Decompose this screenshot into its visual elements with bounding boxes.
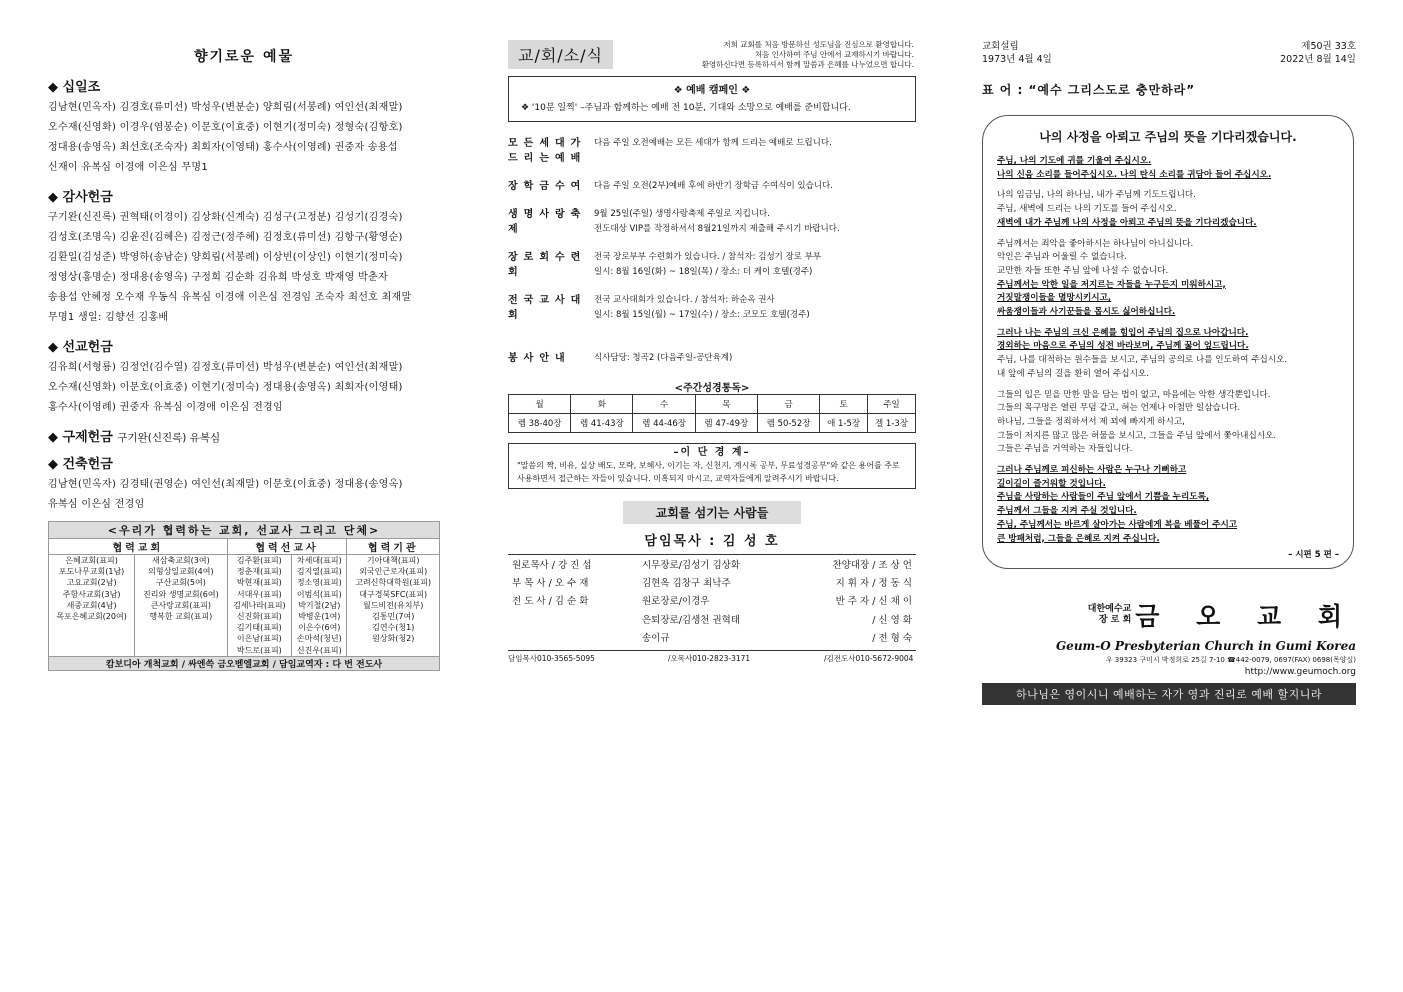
coop-entry: 정소영(표피)	[296, 578, 342, 588]
staff-cell: 부 목 사 / 오 수 재	[512, 578, 589, 590]
reading-chapters: 렘 50-52장	[757, 414, 819, 433]
coop-entry: 박드로(표피)	[236, 645, 282, 655]
church-name: 금 오 교 회	[1135, 602, 1356, 631]
staff-row	[512, 575, 912, 593]
news-item-text	[594, 179, 916, 194]
staff-cell: / 전 형 숙	[872, 632, 912, 644]
news-item	[508, 207, 916, 237]
coop-entry: 신진우(표피)	[296, 645, 342, 655]
psalm-line: 그들의 목구멍은 열린 무덤 같고, 혀는 언제나 아첨만 일삼습니다.	[997, 403, 1241, 414]
news-item-text	[594, 351, 916, 366]
reading-day: 화	[571, 395, 633, 414]
coop-entry: 외국인근로자(표피)	[359, 567, 428, 577]
name-line: 정대용(송영옥) 최선호(조숙자) 최회자(이영태) 홍수사(이영례) 권중자 송용섭	[48, 142, 398, 153]
news-items	[508, 136, 916, 366]
news-item	[508, 293, 916, 323]
coop-missionaries-header: 협력선교사	[227, 539, 347, 555]
staff-row	[512, 612, 912, 630]
coop-entry: 신진화(표피)	[236, 612, 282, 622]
name-line: 오수재(신영화) 이문호(이효중) 이현기(정미숙) 정대용(송영옥) 최회자(이영태)	[48, 382, 403, 393]
header-row	[982, 40, 1356, 53]
reading-day: 토	[820, 395, 868, 414]
offering-heading	[48, 76, 440, 95]
coop-entry: 원상화(청2)	[372, 634, 415, 644]
offering-heading	[48, 426, 440, 445]
psalm-line: 악인은 주님과 어울릴 수 없습니다.	[997, 252, 1127, 263]
psalm-line: 그러나 나는 주님의 크신 은혜를 힘입어 주님의 집으로 나아갑니다.	[997, 327, 1249, 338]
church-url[interactable]: http://www.geumoch.org	[1244, 667, 1356, 677]
news-item-line: 다음 주일 오전(2부)예배 후에 하반기 장학금 수여식이 있습니다.	[594, 181, 833, 191]
offering-sections	[48, 76, 440, 515]
reading-day: 월	[509, 395, 571, 414]
coop-entry: 이범석(표피)	[296, 589, 342, 599]
name-line: 무명1 생일: 김향선 김홍배	[48, 312, 169, 323]
news-item-text	[594, 250, 916, 280]
news-item-heading: 장학금수여	[508, 181, 587, 192]
psalm-line: 새벽에 내가 주님께 나의 사정을 아뢰고 주님의 뜻을 기다리겠습니다.	[997, 217, 1257, 228]
welcome-note	[658, 40, 914, 70]
news-item	[508, 351, 916, 366]
welcome-line: 저희 교회를 처음 방문하신 성도님을 진심으로 환영합니다.	[723, 40, 914, 49]
staff-cell: / 신 영 화	[872, 614, 912, 626]
offering-heading	[48, 336, 440, 355]
coop-entry: 차세대(표피)	[296, 556, 342, 565]
name-line: 김유희(서형룡) 김정언(김수열) 김정호(류미선) 박성우(변분순) 여인선(최재말)	[48, 362, 403, 373]
warning-line: 사용하면서 접근하는 자들이 있습니다. 미혹되지 마시고, 교역자들에게 알려주시기 바랍니다.	[517, 474, 839, 483]
psalm-line: 하나님, 그들을 정죄하셔서 제 꾀에 빠지게 하시고,	[997, 416, 1185, 427]
news-item-line: 전도대상 VIP를 작정하셔서 8월21일까지 제출해 주시기 바랍니다.	[594, 224, 840, 234]
welcome-line: 환영하신다면 등록하셔서 함께 말씀과 은혜를 나누었으면 합니다.	[701, 60, 914, 69]
psalm-line: 주님, 나의 기도에 귀를 기울여 주십시오.	[997, 156, 1152, 166]
coop-entry: 포도나무교회(1남)	[58, 567, 125, 577]
offering-names	[48, 208, 440, 328]
reading-chapters: 겔 1-3장	[868, 414, 916, 433]
coop-missionary-list-b	[292, 555, 347, 657]
offerings-panel	[48, 40, 440, 671]
name-line: 김남현(민옥자) 김경태(권영순) 여인선(최재말) 이문호(이효중) 정대용(송영옥)	[48, 479, 403, 490]
staff-cell: 원로목사 / 강 진 섭	[512, 560, 592, 571]
coop-entry: 월드비전(유치부)	[363, 600, 424, 610]
staff-row	[512, 593, 912, 611]
news-item-line: 일시: 8월 15일(월) ~ 17일(수) / 장소: 코모도 호텔(경주)	[594, 310, 810, 320]
staff-cell	[512, 612, 642, 630]
staff-cell: 송이규	[642, 632, 670, 644]
reading-day: 수	[633, 395, 695, 414]
offering-names	[48, 98, 440, 178]
news-item-text	[594, 136, 916, 166]
psalm-gap	[997, 382, 1339, 389]
coop-missionary-list-a	[227, 555, 292, 657]
staff-cell: 전 도 사 / 김 순 화	[512, 596, 589, 608]
psalm-gap	[997, 182, 1339, 189]
offering-heading	[48, 453, 440, 472]
coop-entry: 손마석(청년)	[296, 634, 342, 644]
coop-entry: 행복한 교회(표피)	[149, 612, 213, 622]
news-item-heading: 전국교사대회	[508, 295, 587, 321]
news-item-heading: 생명사랑축제	[508, 209, 587, 235]
volume-issue: 제50권 33호	[1301, 41, 1356, 52]
psalm-gap	[997, 320, 1339, 327]
coop-entry: 박현재(표피)	[236, 578, 282, 588]
news-tab: 교/회/소/식	[508, 40, 613, 69]
psalm-line: 그들은 주님을 거역하는 자들입니다.	[997, 444, 1133, 455]
staff-row	[512, 557, 912, 575]
psalm-line: 주님, 나를 대적하는 원수들을 보시고, 주님의 공의로 나를 인도하여 주십시오.	[997, 355, 1288, 366]
reading-chapters: 렘 41-43장	[571, 414, 633, 433]
news-item-text	[594, 207, 916, 237]
reading-chapters: 렘 47-49장	[695, 414, 757, 433]
psalm-reference: – 시편 5 편 –	[1288, 550, 1339, 561]
staff-row	[512, 630, 912, 648]
coop-entry: 고요교회(2남)	[66, 578, 117, 588]
coop-church-list-a	[49, 555, 135, 657]
news-item-line: 일시: 8월 16일(화) ~ 18일(목) / 장소: 더 케이 호텔(경주)	[594, 267, 813, 277]
offering-heading-label: ◆ 감사헌금	[48, 190, 113, 205]
news-item-line: 전국 교사대회가 있습니다. / 참석자: 하순옥 권사	[594, 295, 775, 305]
news-item-line: 식사담당: 청곡2 (다음주일-공단육계)	[594, 353, 733, 363]
psalm-gap	[997, 457, 1339, 464]
staff-cell: 찬양대장 / 조 상 언	[832, 560, 912, 571]
offering-heading-label: ◆ 구제헌금	[48, 430, 113, 445]
psalm-title: 나의 사정을 아뢰고 주님의 뜻을 기다리겠습니다.	[1039, 130, 1297, 144]
psalm-line: 주님을 사랑하는 사람들이 주님 앞에서 기쁨을 누리도록,	[997, 492, 1210, 503]
coop-entry: 기아대책(표피)	[366, 556, 420, 565]
coop-entry: 새중교회(4남)	[66, 600, 117, 610]
name-line: 신재이 유복심 이경애 이은심 무명1	[48, 162, 209, 173]
psalm-line: 주님께서는 죄악을 좋아하시는 하나님이 아니십니다.	[997, 238, 1194, 249]
psalm-line: 길이길이 즐거워할 것입니다.	[997, 478, 1106, 489]
cover-panel	[982, 40, 1356, 705]
coop-entry: 김지열(표피)	[296, 567, 342, 577]
psalm-line: 그러나 주님께로 피신하는 사람은 누구나 기뻐하고	[997, 465, 1187, 476]
issue-date: 2022년 8월 14일	[1280, 54, 1356, 65]
name-line: 김남현(민옥자) 김경호(류미선) 박성우(변분순) 양희림(서봉례) 여인선(최재말)	[48, 102, 403, 113]
campaign-text: ❖ '10분 일찍' –주님과 함께하는 예배 전 10분, 기대와 소망으로 예배를 준비합니다.	[521, 103, 851, 113]
coop-entry: 이은수(6여)	[298, 623, 341, 633]
offerings-title: 향기로운 예물	[193, 49, 295, 65]
warning-title: –이 단 경 계–	[673, 447, 751, 458]
staff-cell: 반 주 자 / 신 채 이	[835, 596, 912, 608]
psalm-line: 나의 신음 소리를 들어주십시오. 나의 탄식 소리를 귀담아 들어 주십시오.	[997, 169, 1272, 180]
news-item-line: 9월 25일(주일) 생명사랑축제 주일로 지킵니다.	[594, 209, 770, 219]
coop-churches-header: 협력교회	[49, 539, 228, 555]
name-line: 김환일(김성준) 박영하(송남순) 양희림(서봉례) 이상빈(이상인) 이현기(정미숙)	[48, 252, 403, 263]
cooperation-table	[48, 521, 440, 671]
coop-entry: 구산교회(5여)	[155, 578, 206, 588]
psalm-box	[982, 115, 1354, 569]
coop-entry: 박기철(2남)	[298, 600, 341, 610]
coop-entry: 서대우(표피)	[236, 589, 282, 599]
warning-line: "말씀의 짝, 비유, 실상 배도, 모략, 보혜사, 이기는 자, 신천지, 계시록 공부, 무료성경공부"와 같은 용어를 주로	[517, 461, 900, 470]
psalm-line: 내 앞에 주님의 길을 환히 열어 주십시오.	[997, 368, 1149, 379]
coop-entry: 진리와 생명교회(6여)	[143, 589, 219, 599]
news-item-line: 전국 장로부부 수련회가 있습니다. / 참석자: 김성기 장로 부부	[594, 252, 822, 262]
coop-entry: 새삼축교회(3여)	[152, 556, 210, 565]
news-item-heading: 봉사안내	[508, 353, 571, 364]
coop-entry: 김기태(표피)	[236, 623, 282, 633]
staff-cell: 김현옥 김창구 최낙주	[642, 578, 731, 590]
psalm-line: 주님, 새벽에 드리는 나의 기도를 들어 주십시오.	[997, 204, 1177, 215]
coop-entry: 의형상일교회(4여)	[148, 567, 214, 577]
coop-entry: 김세나라(표피)	[233, 600, 286, 610]
reading-chapters: 렘 38-40장	[509, 414, 571, 433]
servants-title: 교회를 섬기는 사람들	[623, 501, 801, 524]
denomination-line: 대한예수교	[1087, 604, 1132, 614]
founded-label: 교회설립	[982, 41, 1019, 52]
coop-entry: 김통민(7여)	[372, 612, 415, 622]
english-name: Geum-O Presbyterian Church in Gumi Korea	[1055, 639, 1356, 653]
psalm-line: 경외하는 마음으로 주님의 성전 바라보며, 주님께 꿇어 엎드립니다.	[997, 341, 1249, 352]
denomination	[1088, 604, 1131, 626]
psalm-text	[997, 155, 1339, 546]
name-line: 오수재(신영화) 이경우(염봉순) 이문호(이효중) 이현기(정미숙) 정형숙(김항호)	[48, 122, 403, 133]
coop-entry: 김주환(표피)	[236, 556, 282, 565]
psalm-line: 주님께서는 악한 일을 저지르는 자들을 누구든지 미워하시고,	[997, 279, 1226, 290]
offering-names	[48, 358, 440, 418]
news-item	[508, 250, 916, 280]
church-logo	[982, 597, 1356, 633]
name-line: 홍수사(이영례) 권중자 유복심 이경애 이은심 전경임	[48, 402, 283, 413]
psalm-line: 싸움쟁이들과 사기꾼들을 몹시도 싫어하십니다.	[997, 307, 1176, 318]
coop-agency-list	[347, 555, 440, 657]
psalm-gap	[997, 231, 1339, 238]
coop-agencies-header: 협력기관	[347, 539, 440, 555]
psalm-line: 거짓말쟁이들을 멸망시키시고,	[997, 293, 1112, 304]
name-line: 구기완(신진록) 권혁태(이경이) 김상화(신계숙) 김성구(고정분) 김성기(김경숙)	[48, 212, 403, 223]
offering-heading-label: ◆ 건축헌금	[48, 457, 113, 472]
phone-senior: 담임목사010-3565-5095	[508, 654, 595, 664]
offering-names	[48, 475, 440, 515]
church-motto: 표 어 : “예수 그리스도로 충만하라”	[982, 83, 1196, 97]
coop-entry: 이은남(표피)	[236, 634, 282, 644]
coop-entry: 목포은혜교회(20여)	[56, 612, 127, 622]
psalm-line: 나의 임금님, 나의 하나님, 내가 주님께 기도드립니다.	[997, 190, 1196, 201]
psalm-line: 교만한 자들 또한 주님 앞에 나설 수 없습니다.	[997, 265, 1169, 276]
church-news-panel	[508, 40, 916, 664]
staff-cell: 은퇴장로/김생천 권혁태	[642, 614, 740, 626]
offering-heading-label: ◆ 십일조	[48, 80, 101, 95]
offering-heading-label: ◆ 선교헌금	[48, 340, 113, 355]
staff-cell	[512, 630, 642, 648]
staff-cell: 지 휘 자 / 정 동 식	[835, 578, 912, 590]
welcome-line: 처음 인사하여 주님 안에서 교제하시기 바랍니다.	[754, 50, 914, 59]
phone-associate: /오목사010-2823-3171	[668, 654, 751, 664]
news-item-heading: 모든세대가 드리는예배	[508, 138, 587, 164]
coop-church-list-b	[135, 555, 227, 657]
name-line: 정영상(홍명순) 정대용(송영옥) 구정희 김순화 김유희 박성호 박재영 박춘자	[48, 272, 388, 283]
founded-date: 1973년 4월 4일	[982, 54, 1052, 65]
coop-entry: 고려신학대학원(표피)	[355, 578, 432, 588]
psalm-line: 주님, 주님께서는 바르게 살아가는 사람에게 복을 베풀어 주시고	[997, 519, 1238, 530]
psalm-line: 그들이 저지른 많고 많은 허물을 보시고, 그들을 주님 앞에서 쫓아내십시오.	[997, 430, 1277, 441]
psalm-line: 큰 방패처럼, 그들을 은혜로 지켜 주십니다.	[997, 533, 1160, 544]
psalm-line: 그들의 입은 믿을 만한 말을 담는 법이 없고, 마음에는 악한 생각뿐입니다.	[997, 389, 1271, 400]
coop-entry: 주함사교회(3남)	[62, 589, 121, 599]
coop-entry: 대구경북SFC(표피)	[359, 589, 428, 599]
name-line: 유복심 이은심 전경임	[48, 499, 145, 510]
news-item	[508, 179, 916, 194]
bible-reading-title: <주간성경통독>	[674, 383, 750, 394]
reading-chapters: 렘 44-46장	[633, 414, 695, 433]
phone-evangelist: /김전도사010-5672-9004	[824, 654, 914, 664]
coop-entry: 김연수(청1)	[372, 623, 415, 633]
staff-list	[508, 554, 916, 651]
denomination-line: 장 로 회	[1098, 615, 1132, 625]
senior-pastor: 담임목사 : 김 성 호	[644, 534, 780, 549]
offering-inline-names: 구기완(신진록) 유복심	[117, 432, 221, 444]
staff-cell: 시무장로/김성기 김상화	[642, 560, 740, 571]
staff-cell: 원로장로/이경우	[642, 596, 710, 608]
reading-chapters: 애 1-5장	[820, 414, 868, 433]
header-row-2	[982, 53, 1356, 66]
news-item-heading: 장로회수련회	[508, 252, 587, 278]
news-item	[508, 136, 916, 166]
reading-day: 주일	[868, 395, 916, 414]
coop-entry: 은혜교회(표피)	[65, 556, 118, 565]
news-item-text	[594, 293, 916, 323]
campaign-box	[508, 76, 916, 122]
church-address: 우 39323 구미시 박정희로 25길 7-10 ☎442-0079, 0697(FAX) 0698(목양실)	[1105, 656, 1356, 664]
campaign-title: ❖ 예배 캠페인 ❖	[673, 85, 751, 96]
coop-entry: 큰사랑교회(표피)	[150, 600, 212, 610]
coop-entry: 박병운(1여)	[298, 612, 341, 622]
cooperation-title: <우리가 협력하는 교회, 선교사 그리고 단체>	[49, 522, 440, 539]
verse-banner: 하나님은 영이시니 예배하는 자가 영과 진리로 예배 할지니라	[982, 683, 1356, 705]
name-line: 송용섭 안혜정 오수재 우동식 유복심 이경애 이은심 전경임 조숙자 최선호 최재말	[48, 292, 412, 303]
reading-day: 목	[695, 395, 757, 414]
reading-day: 금	[757, 395, 819, 414]
heresy-warning	[508, 443, 916, 489]
offering-heading	[48, 186, 440, 205]
news-item-line: 다음 주일 오전예배는 모든 세대가 함께 드리는 예배로 드립니다.	[594, 138, 832, 148]
cooperation-footer: 캄보디아 개척교회 / 싸엔쓱 금오벧엘교회 / 담임교역자 : 다 번 전도사	[49, 656, 440, 670]
bible-reading-table	[508, 394, 916, 433]
psalm-line: 주님께서 그들을 지켜 주실 것입니다.	[997, 506, 1137, 517]
phone-list	[508, 653, 916, 664]
coop-entry: 정춘재(표피)	[236, 567, 282, 577]
name-line: 김성호(조명옥) 김윤진(김혜은) 김정근(정주혜) 김정호(류미선) 김항구(황영순)	[48, 232, 403, 243]
